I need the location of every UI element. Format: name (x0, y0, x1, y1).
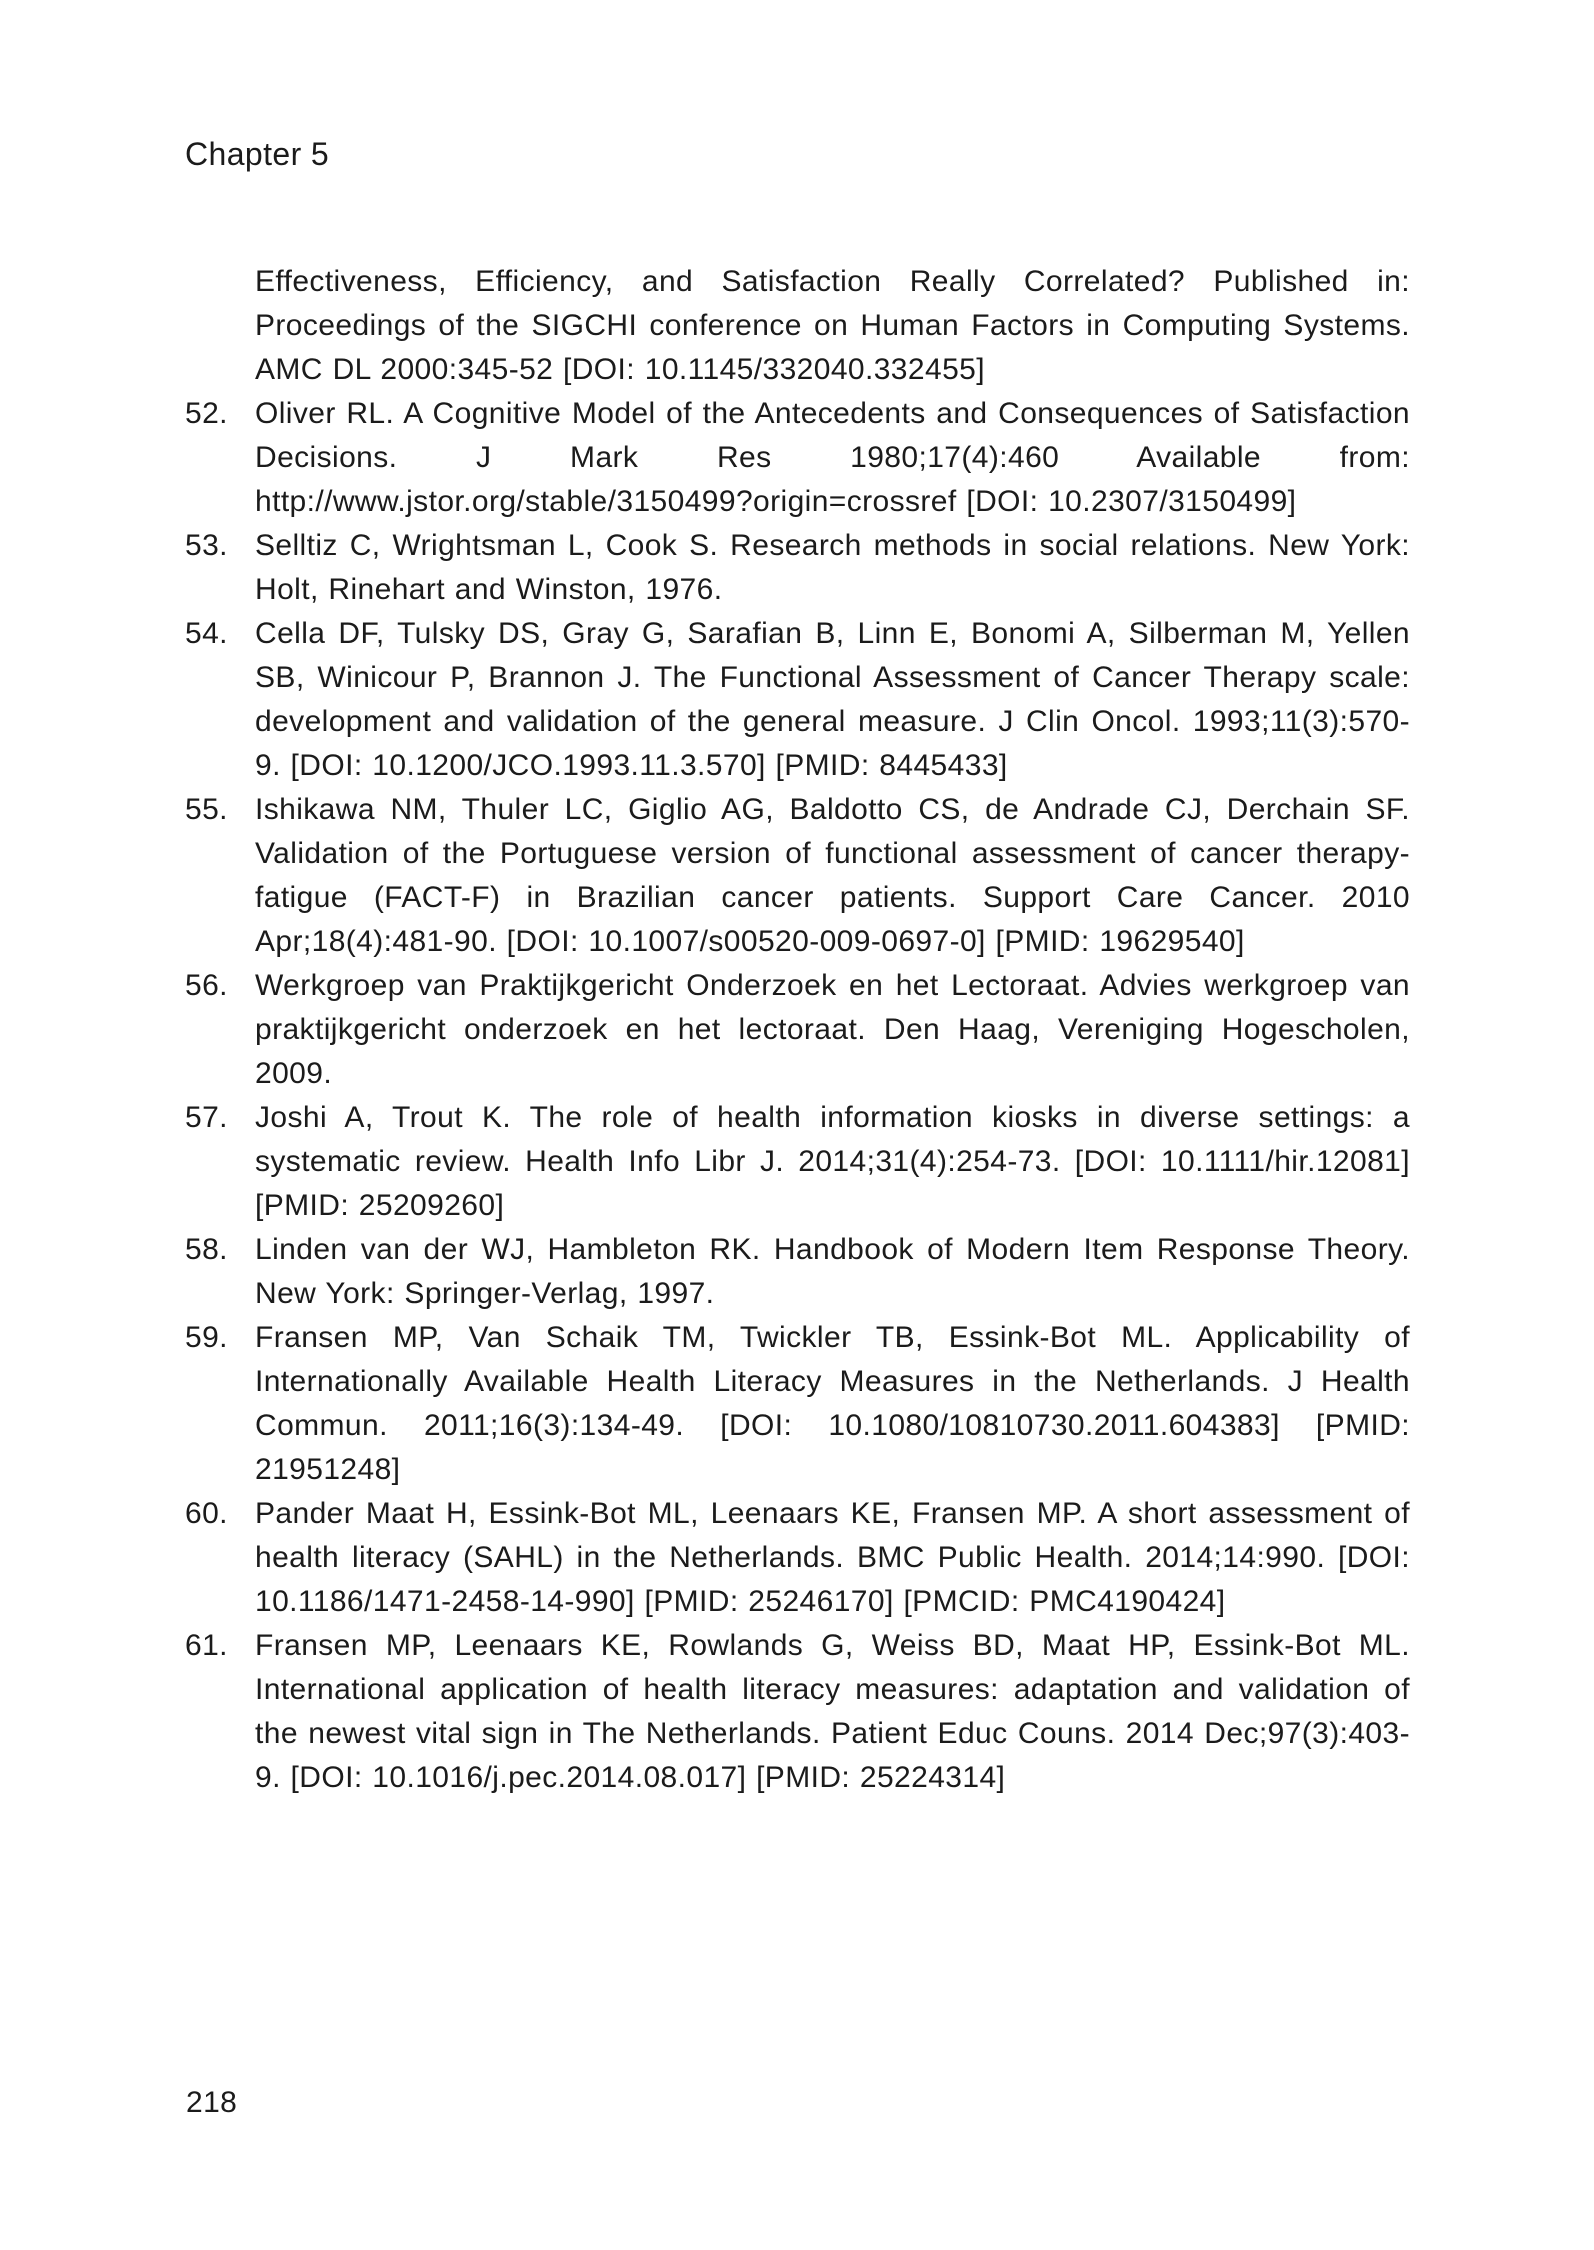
reference-text: Werkgroep van Praktijkgericht Onderzoek en het Lectoraat. Advies werkgroep van praktijkgericht onderzoek en het lectoraat. Den Haag, Vereniging Hogescholen, 2009. (255, 969, 1410, 1090)
reference-number: 58. (185, 1233, 228, 1266)
reference-item (185, 524, 1410, 612)
reference-number: 53. (185, 529, 228, 562)
reference-number: 55. (185, 793, 228, 826)
reference-item (185, 1316, 1410, 1492)
reference-text: Selltiz C, Wrightsman L, Cook S. Research methods in social relations. New York: Holt, Rinehart and Winston, 1976. (255, 529, 1410, 606)
reference-item (185, 1624, 1410, 1800)
reference-list (185, 260, 1410, 1800)
reference-number: 56. (185, 969, 228, 1002)
page-number: 218 (186, 2086, 238, 2119)
reference-number: 60. (185, 1497, 228, 1530)
reference-text: Fransen MP, Leenaars KE, Rowlands G, Weiss BD, Maat HP, Essink-Bot ML. International application of health literacy measures: adaptation and validation of the newest vital sign in The Netherlands. Patient Educ Couns. 2014 Dec;97(3):403-9. [DOI: 10.1016/j.pec.2014.08.017] [PMID: 25224314] (255, 1629, 1410, 1794)
reference-item (185, 1096, 1410, 1228)
reference-item (185, 1228, 1410, 1316)
reference-item (185, 392, 1410, 524)
reference-text: Ishikawa NM, Thuler LC, Giglio AG, Baldotto CS, de Andrade CJ, Derchain SF. Validation of the Portuguese version of functional assessment of cancer therapy-fatigue (FACT-F) in Brazilian cancer patients. Support Care Cancer. 2010 Apr;18(4):481-90. [DOI: 10.1007/s00520-009-0697-0] [PMID: 19629540] (255, 793, 1410, 958)
reference-text: Pander Maat H, Essink-Bot ML, Leenaars KE, Fransen MP. A short assessment of health literacy (SAHL) in the Netherlands. BMC Public Health. 2014;14:990. [DOI: 10.1186/1471-2458-14-990] [PMID: 25246170] [PMCID: PMC4190424] (255, 1497, 1410, 1618)
reference-text: Effectiveness, Efficiency, and Satisfaction Really Correlated? Published in: Proceedings of the SIGCHI conference on Human Factors in Computing Systems. AMC DL 2000:345-52 [DOI: 10.1145/332040.332455] (255, 265, 1410, 386)
reference-item (185, 260, 1410, 392)
reference-number: 54. (185, 617, 228, 650)
reference-number: 59. (185, 1321, 228, 1354)
chapter-header: Chapter 5 (185, 136, 330, 172)
reference-number: 61. (185, 1629, 228, 1662)
reference-item (185, 1492, 1410, 1624)
reference-number: 52. (185, 397, 228, 430)
reference-item (185, 788, 1410, 964)
reference-text: Cella DF, Tulsky DS, Gray G, Sarafian B, Linn E, Bonomi A, Silberman M, Yellen SB, Winicour P, Brannon J. The Functional Assessment of Cancer Therapy scale: development and validation of the general measure. J Clin Oncol. 1993;11(3):570-9. [DOI: 10.1200/JCO.1993.11.3.570] [PMID: 8445433] (255, 617, 1410, 782)
reference-text: Joshi A, Trout K. The role of health information kiosks in diverse settings: a systematic review. Health Info Libr J. 2014;31(4):254-73. [DOI: 10.1111/hir.12081] [PMID: 25209260] (255, 1101, 1410, 1222)
reference-text: Oliver RL. A Cognitive Model of the Antecedents and Consequences of Satisfaction Decisions. J Mark Res 1980;17(4):460 Available from: http://www.jstor.org/stable/3150499?origin=crossref [DOI: 10.2307/3150499] (255, 397, 1410, 518)
reference-item (185, 612, 1410, 788)
reference-number: 57. (185, 1101, 228, 1134)
reference-item (185, 964, 1410, 1096)
reference-text: Fransen MP, Van Schaik TM, Twickler TB, Essink-Bot ML. Applicability of Internationally Available Health Literacy Measures in the Netherlands. J Health Commun. 2011;16(3):134-49. [DOI: 10.1080/10810730.2011.604383] [PMID: 21951248] (255, 1321, 1410, 1486)
reference-text: Linden van der WJ, Hambleton RK. Handbook of Modern Item Response Theory. New York: Springer-Verlag, 1997. (255, 1233, 1410, 1310)
